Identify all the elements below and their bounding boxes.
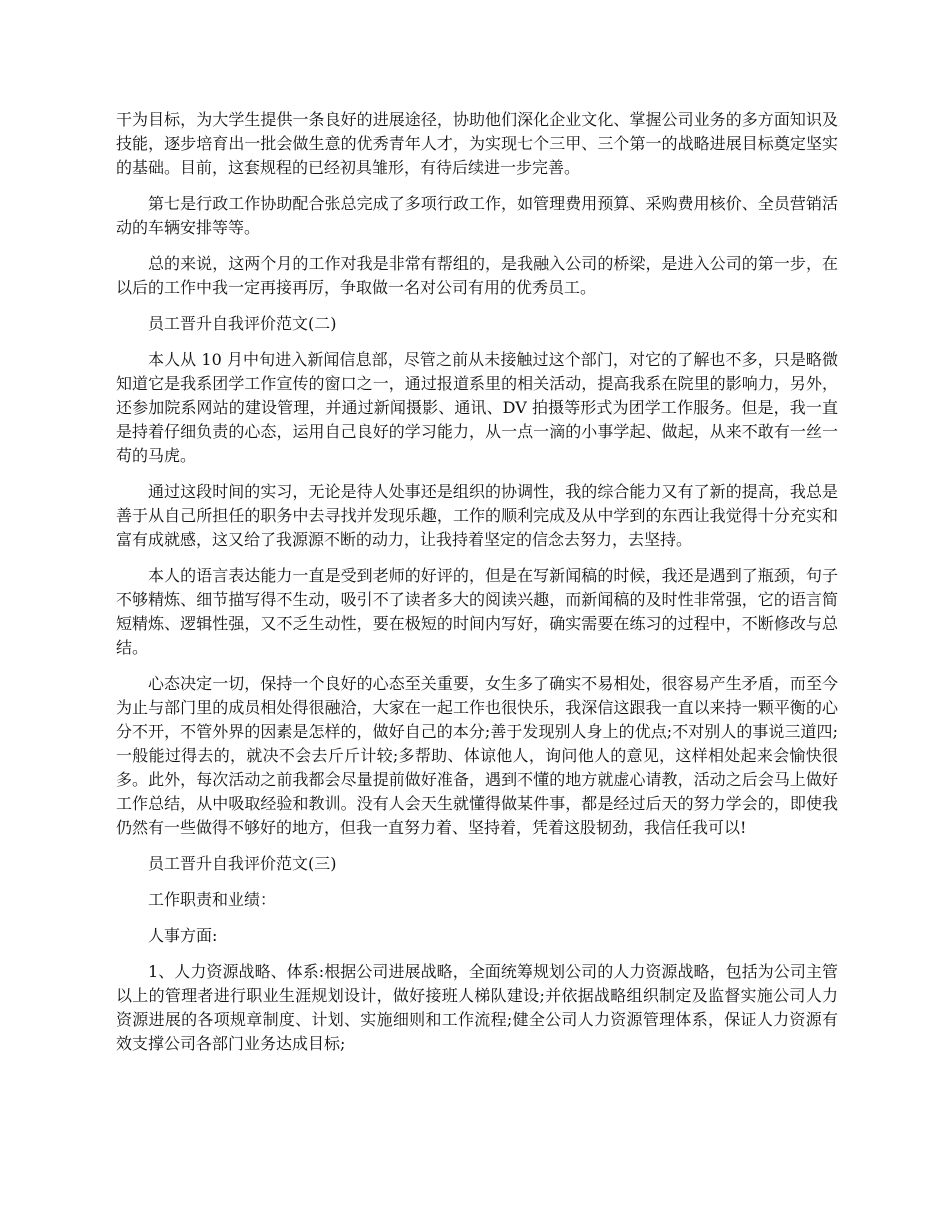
paragraph-intro-department: 本人从 10 月中旬进入新闻信息部，尽管之前从未接触过这个部门，对它的了解也不多，只是略微知道它是我系团学工作宣传的窗口之一，通过报道系里的相关活动，提高我系在院里的影响力，另外，还参加院系网站的建设管理，并通过新闻摄影、通讯、DV 拍摄等形式为团学工作服务。但是，我一直是持着仔细负责的心态，运用自己良好的学习能力，从一点一滴的小事学起、做起，从来不敢有一丝一苟的马虎。 <box>116 350 838 465</box>
subheading-hr: 人事方面: <box>148 926 218 945</box>
paragraph-summary: 总的来说，这两个月的工作对我是非常有帮组的，是我融入公司的桥梁，是进入公司的第一步，在以后的工作中我一定再接再厉，争取做一名对公司有用的优秀员工。 <box>116 254 838 297</box>
paragraph-internship: 通过这段时间的实习，无论是待人处事还是组织的协调性，我的综合能力又有了新的提高，我总是善于从自己所担任的职务中去寻找并发现乐趣，工作的顺利完成及从中学到的东西让我觉得十分充实和富有成就感，这又给了我源源不断的动力，让我持着坚定的信念去努力，去坚持。 <box>116 482 838 549</box>
paragraph-language-skills: 本人的语言表达能力一直是受到老师的好评的，但是在写新闻稿的时候，我还是遇到了瓶颈，句子不够精炼、细节描写得不生动，吸引不了读者多大的阅读兴趣，而新闻稿的及时性非常强，它的语言简短精炼、逻辑性强，又不乏生动性，要在极短的时间内写好，确实需要在练习的过程中，不断修改与总结。 <box>116 566 838 657</box>
subheading-duties: 工作职责和业绩： <box>148 890 277 909</box>
paragraph-continuation: 干为目标，为大学生提供一条良好的进展途径，协助他们深化企业文化、掌握公司业务的多方面知识及技能，逐步培育出一批会做生意的优秀青年人才，为实现七个三甲、三个第一的战略进展目标奠定坚实的基础。目前，这套规程的已经初具雏形，有待后续进一步完善。 <box>116 110 838 177</box>
paragraph-hr-strategy: 1、人力资源战略、体系:根据公司进展战略，全面统筹规划公司的人力资源战略，包括为公司主管以上的管理者进行职业生涯规划设计，做好接班人梯队建设;并依据战略组织制定及监督实施公司人力资源进展的各项规章制度、计划、实施细则和工作流程;健全公司人力资源管理体系，保证人力资源有效支撑公司各部门业务达成目标; <box>116 962 838 1053</box>
section-heading-2: 员工晋升自我评价范文(二) <box>148 314 337 333</box>
document-body <box>116 108 838 1068</box>
paragraph-attitude: 心态决定一切，保持一个良好的心态至关重要，女生多了确实不易相处，很容易产生矛盾，而至今为止与部门里的成员相处得很融洽，大家在一起工作也很快乐，我深信这跟我一直以来持一颗平衡的心分不开，不管外界的因素是怎样的，做好自己的本分;善于发现别人身上的优点;不对别人的事说三道四;一般能过得去的，就决不会去斤斤计较;多帮助、体谅他人，询问他人的意见，这样相处起来会愉快很多。此外，每次活动之前我都会尽量提前做好准备，遇到不懂的地方就虚心请教，活动之后会马上做好工作总结，从中吸取经验和教训。没有人会天生就懂得做某件事，都是经过后天的努力学会的，即使我仍然有一些做得不够好的地方，但我一直努力着、坚持着，凭着这股韧劲，我信任我可以! <box>116 674 838 837</box>
section-heading-3: 员工晋升自我评价范文(三) <box>148 854 337 873</box>
paragraph-admin-work: 第七是行政工作协助配合张总完成了多项行政工作，如管理费用预算、采购费用核价、全员营销活动的车辆安排等等。 <box>116 194 838 237</box>
